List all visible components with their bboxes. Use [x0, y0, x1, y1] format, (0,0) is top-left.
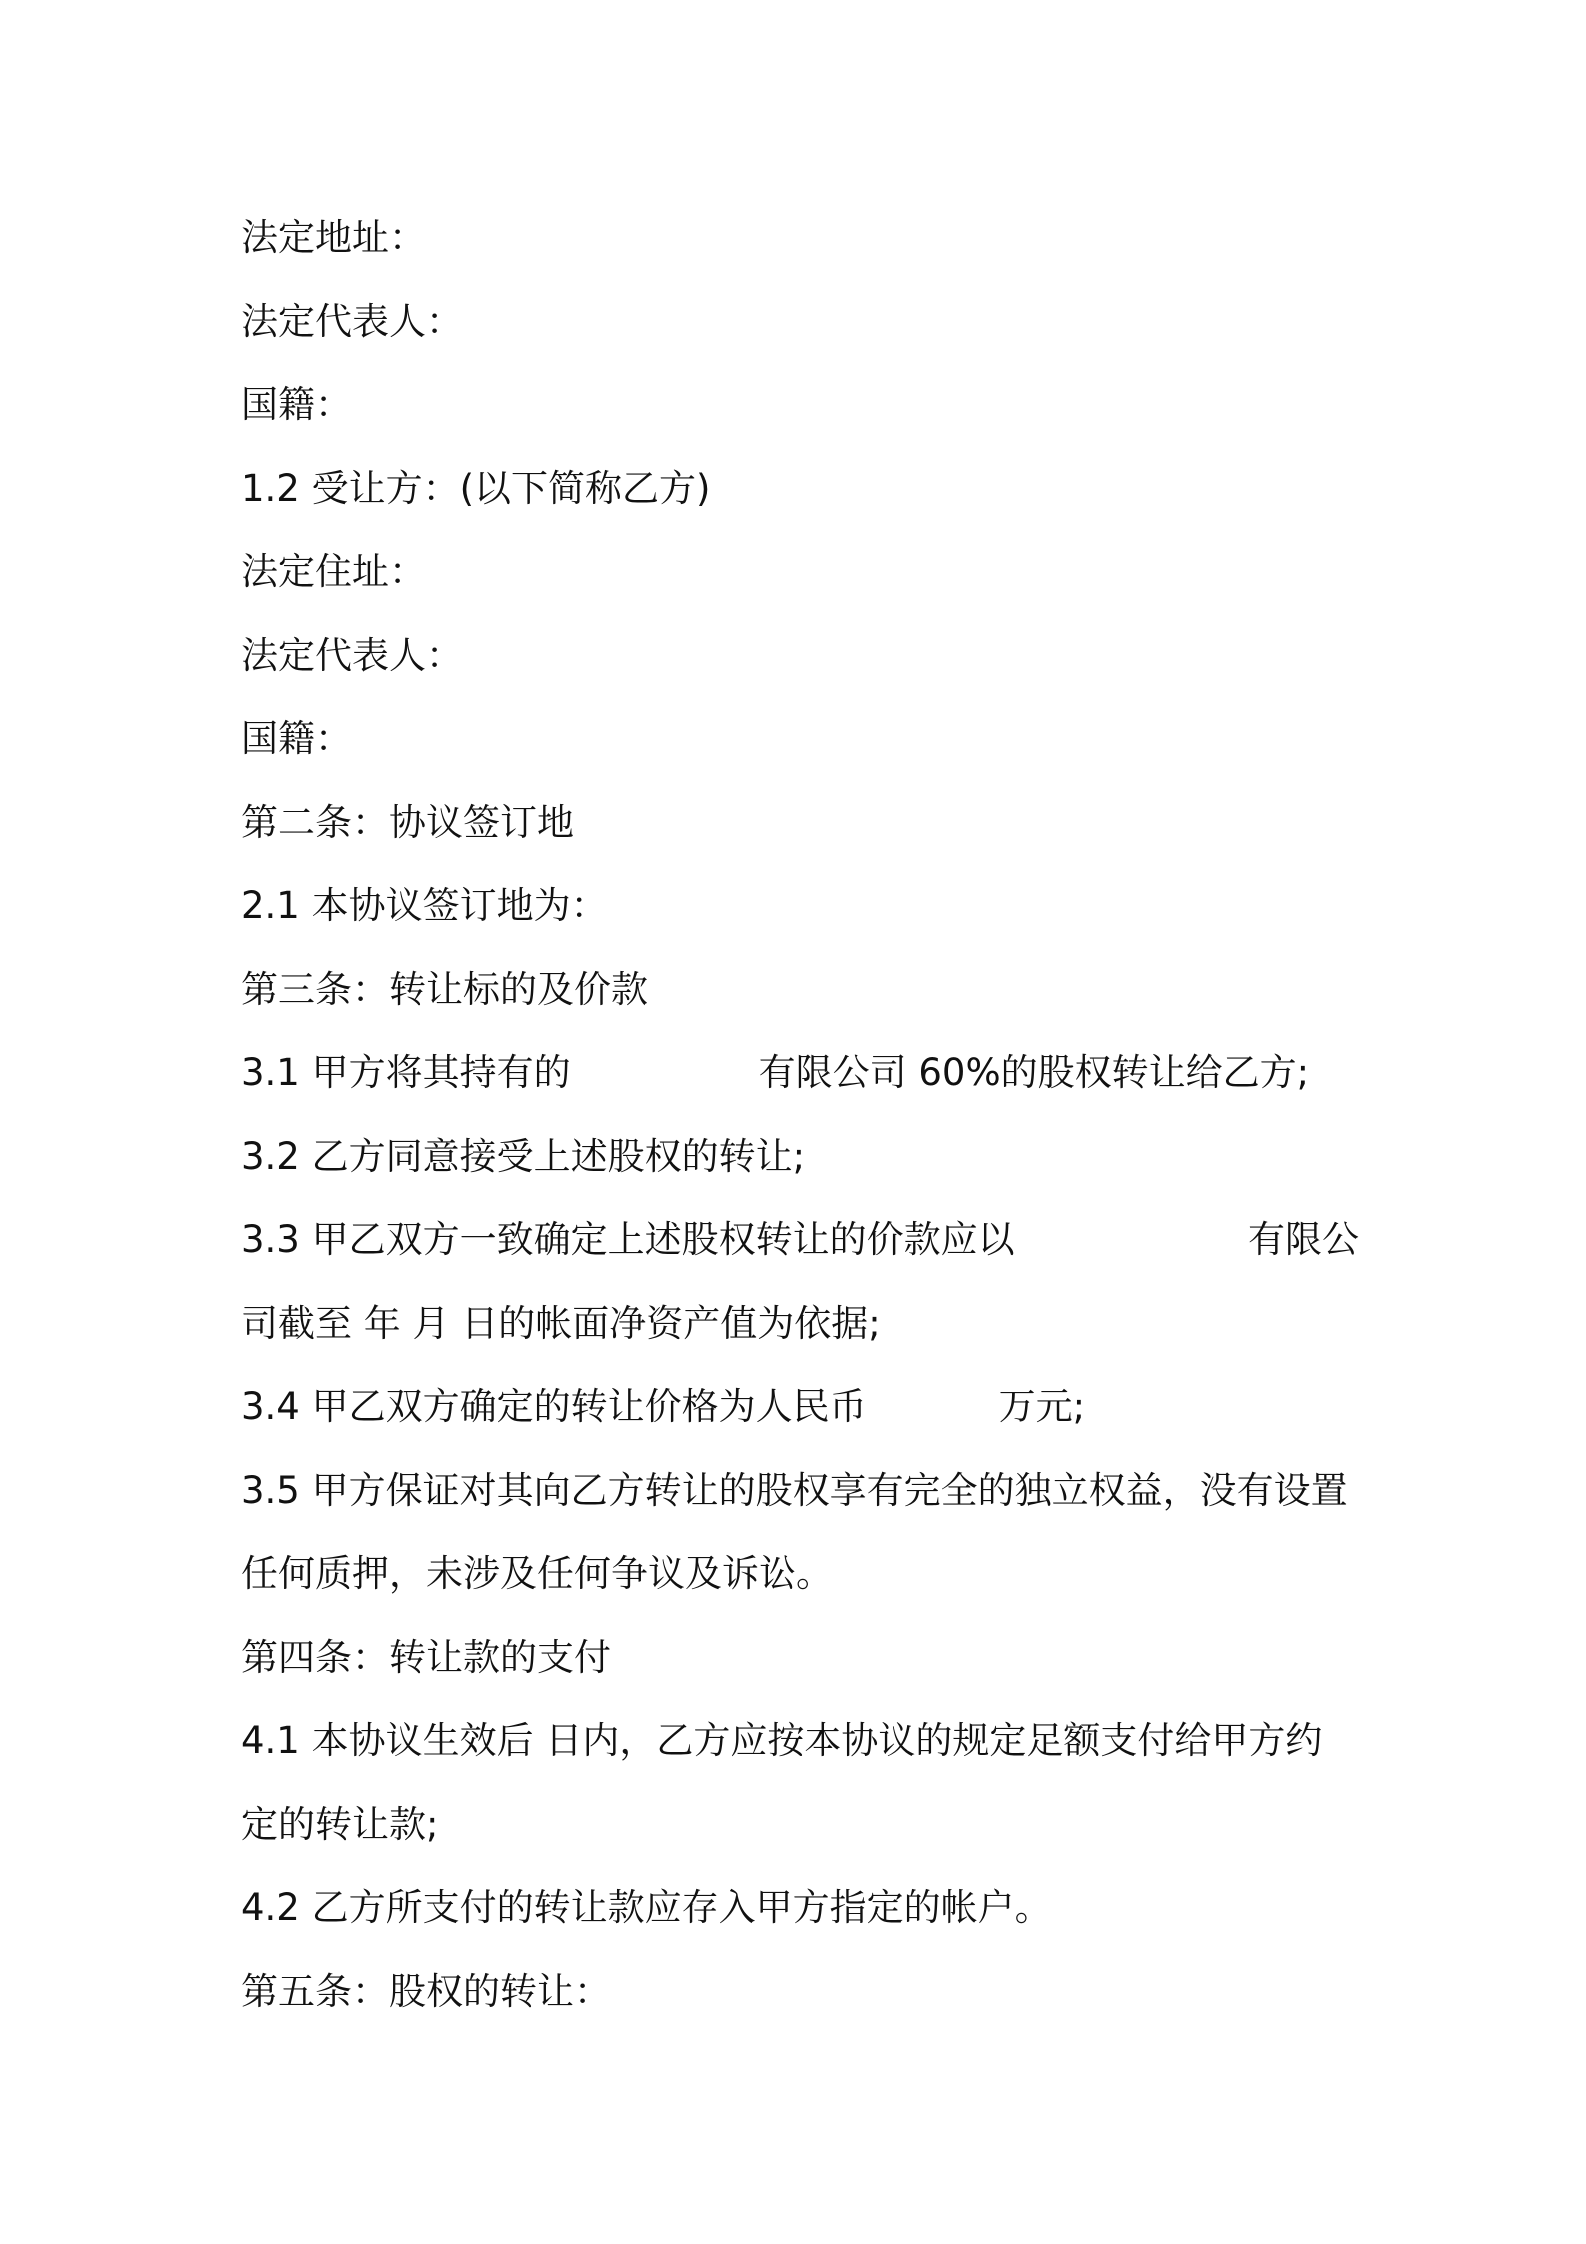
clause-3-5-line: 3.5 甲方保证对其向乙方转让的股权享有完全的独立权益，没有设置 — [241, 1468, 1348, 1512]
article-2-heading: 第二条：协议签订地 — [241, 800, 574, 844]
clause-3-4-part-b: 万元; — [998, 1385, 1086, 1428]
clause-3-4-line — [241, 1365, 1359, 1449]
article-4-heading: 第四条：转让款的支付 — [241, 1635, 611, 1679]
clause-3-2-line: 3.2 乙方同意接受上述股权的转让; — [241, 1134, 806, 1178]
legal-residence-line: 法定住址： — [241, 550, 426, 593]
article-3-heading: 第三条：转让标的及价款 — [241, 967, 648, 1011]
clause-3-4-part-a: 3.4 甲乙双方确定的转让价格为人民币 — [241, 1385, 867, 1428]
article-5-heading: 第五条：股权的转让： — [241, 1969, 611, 2013]
legal-representative-line-2: 法定代表人： — [241, 633, 463, 677]
clause-4-2-line: 4.2 乙方所支付的转让款应存入甲方指定的帐户。 — [241, 1886, 1052, 1929]
clause-3-3-continued: 司截至 年 月 日的帐面净资产值为依据; — [241, 1301, 881, 1345]
nationality-line: 国籍： — [241, 383, 352, 426]
clause-3-1-part-a: 3.1 甲方将其持有的 — [241, 1051, 571, 1094]
clause-3-3-line — [241, 1198, 1359, 1282]
clause-4-1-line: 4.1 本协议生效后 日内，乙方应按本协议的规定足额支付给甲方约 — [241, 1719, 1323, 1762]
clause-3-1-line — [241, 1031, 1359, 1115]
clause-3-3-part-b: 有限公 — [1248, 1218, 1359, 1261]
clause-3-3-part-a: 3.3 甲乙双方一致确定上述股权转让的价款应以 — [241, 1218, 1015, 1261]
clause-4-1-continued: 定的转让款; — [241, 1802, 439, 1846]
legal-address-line: 法定地址： — [241, 216, 426, 259]
nationality-line-2: 国籍： — [241, 717, 352, 760]
document-body — [241, 196, 1359, 2033]
clause-1-2-line: 1.2 受让方：(以下简称乙方) — [241, 466, 711, 510]
clause-3-5-continued: 任何质押，未涉及任何争议及诉讼。 — [241, 1552, 833, 1595]
clause-2-1-line: 2.1 本协议签订地为： — [241, 884, 608, 927]
legal-representative-line: 法定代表人： — [241, 299, 463, 343]
clause-3-1-part-b: 有限公司 60%的股权转让给乙方; — [758, 1051, 1310, 1094]
